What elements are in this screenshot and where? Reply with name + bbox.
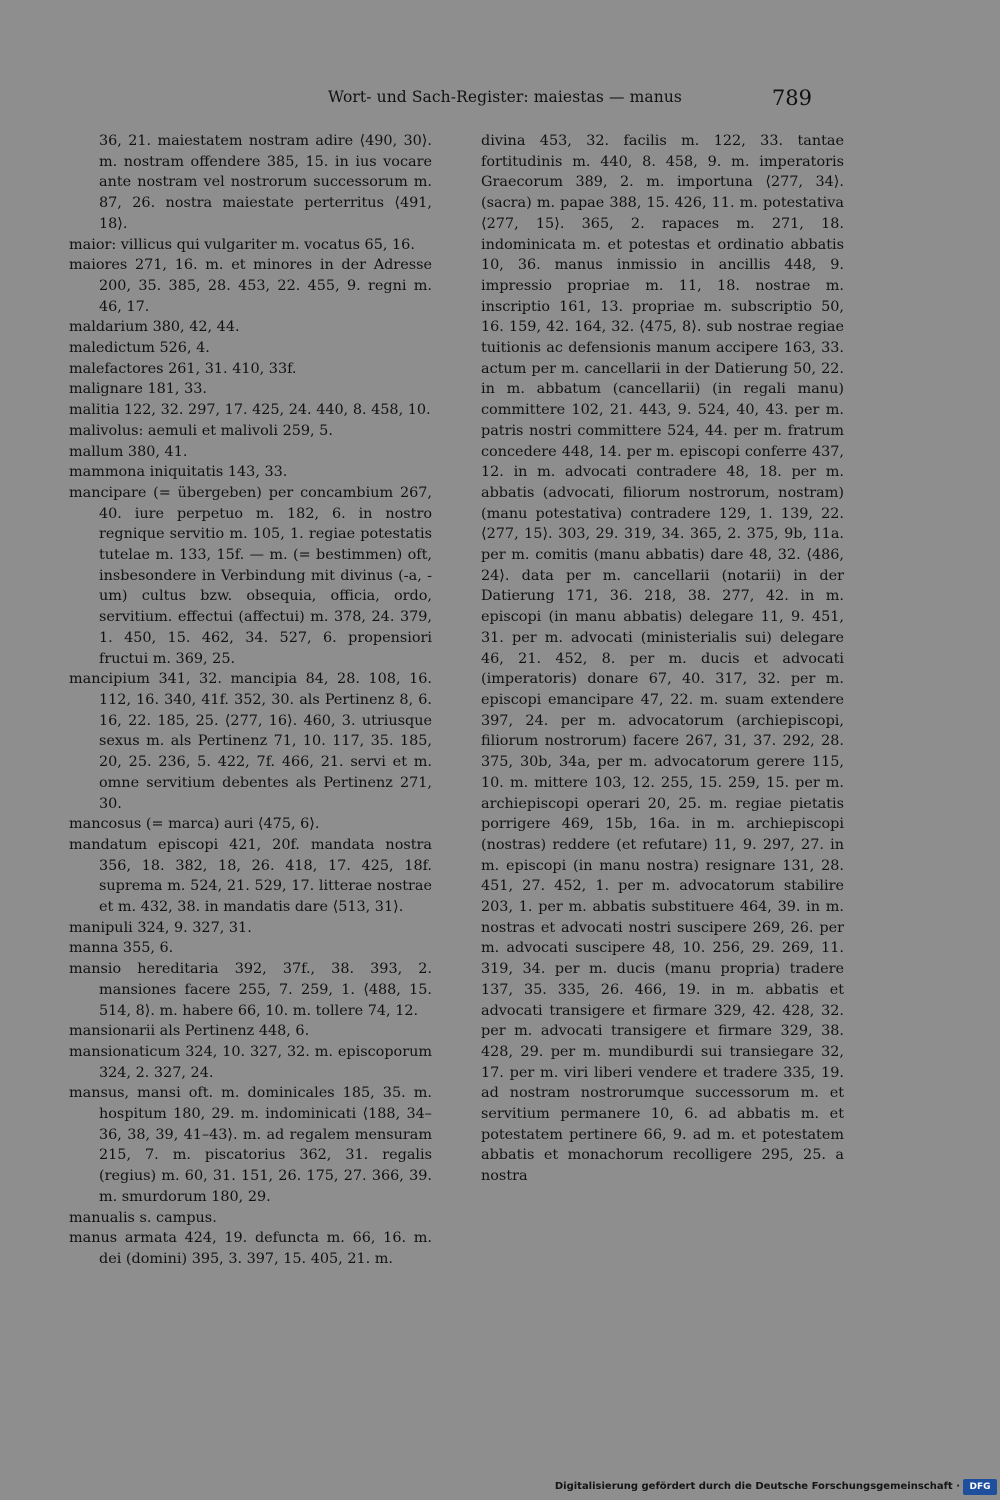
register-entry: manna 355, 6. bbox=[69, 940, 174, 957]
register-entry: 36, 21. maiestatem nostram adire ⟨490, 30⟩. m. nostram offendere 385, 15. in ius vocare ante nostram vel nostrorum successorum m. 87, 26. nostra maiestate perterritus ⟨491, 18⟩. bbox=[99, 133, 432, 232]
register-entry: maiores 271, 16. m. et minores in der Adresse 200, 35. 385, 28. 453, 22. 455, 9. regni m. 46, 17. bbox=[69, 257, 432, 315]
register-entry: manus armata 424, 19. defuncta m. 66, 16. m. dei (domini) 395, 3. 397, 15. 405, 21. m. bbox=[69, 1230, 432, 1267]
register-entry: mancosus (= marca) auri ⟨475, 6⟩. bbox=[69, 816, 320, 833]
register-entry: maior: villicus qui vulgariter m. vocatus 65, 16. bbox=[69, 236, 415, 253]
register-entry: mansus, mansi oft. m. dominicales 185, 35. m. hospitum 180, 29. m. indominicati ⟨188, 34–36, 38, 39, 41–43⟩. m. ad regalem mensuram 215, 7. m. piscatorius 362, 31. regalis (regius) m. 60, 31. 151, 26. 175, 27. 366, 39. m. smurdorum 180, 29. bbox=[69, 1085, 432, 1205]
register-entry: maledictum 526, 4. bbox=[69, 340, 210, 357]
register-entry: malivolus: aemuli et malivoli 259, 5. bbox=[69, 422, 333, 439]
register-entry: mansionarii als Pertinenz 448, 6. bbox=[69, 1023, 310, 1040]
register-entry: malitia 122, 32. 297, 17. 425, 24. 440, 8. 458, 10. bbox=[69, 402, 431, 419]
page-number: 789 bbox=[771, 86, 812, 110]
footer-credit: Digitalisierung gefördert durch die Deutsche Forschungsgemeinschaft · bbox=[554, 1481, 960, 1492]
register-entry: mansio hereditaria 392, 37f., 38. 393, 2. mansiones facere 255, 7. 259, 1. ⟨488, 15. 514, 8⟩. m. habere 66, 10. m. tollere 74, 12. bbox=[69, 961, 432, 1019]
register-entry: maldarium 380, 42, 44. bbox=[69, 319, 240, 336]
register-entry: malefactores 261, 31. 410, 33f. bbox=[69, 360, 297, 377]
register-entry: manipuli 324, 9. 327, 31. bbox=[69, 919, 252, 936]
dfg-logo: DFG bbox=[963, 1479, 997, 1495]
left-column bbox=[69, 131, 432, 1270]
running-head: Wort- und Sach-Register: maiestas — manus bbox=[328, 88, 682, 106]
register-entry: divina 453, 32. facilis m. 122, 33. tantae fortitudinis m. 440, 8. 458, 9. m. imperatoris Graecorum 389, 2. m. importuna ⟨277, 34⟩. (sacra) m. papae 388, 15. 426, 11. m. potestativa ⟨277, 15⟩. 365, 2. rapaces m. 271, 18. indominicata m. et potestas et ordinatio abbatis 10, 36. manus inmissio in ancillis 448, 9. impressio propriae m. 11, 18. nostrae m. inscriptio 161, 13. propriae m. subscriptio 50, 16. 159, 42. 164, 32. ⟨475, 8⟩. sub nostrae regiae tuitionis ac defensionis manum accipere 163, 33. actum per m. cancellarii in der Datierung 50, 22. in m. abbatum (cancellarii) (in regali manu) committere 102, 21. 443, 9. 524, 40, 43. per m. patris nostri committere 524, 44. per m. fratrum concedere 448, 14. per m. episcopi conferre 437, 12. in m. advocati contradere 48, 18. per m. abbatis (advocati, filiorum nostrorum, nostram) (manu potestativa) contradere 129, 1. 139, 22. ⟨277, 15⟩. 303, 29. 319, 34. 365, 2. 375, 9b, 11a. per m. comitis (manu abbatis) dare 48, 32. ⟨486, 24⟩. data per m. cancellarii (notarii) in der Datierung 171, 36. 218, 38. 277, 42. in m. episcopi (in manu abbatis) delegare 11, 9. 451, 31. per m. advocati (ministerialis sui) delegare 46, 21. 452, 8. per m. ducis et advocati (imperatoris) donare 67, 40. 317, 32. per m. episcopi emancipare 47, 22. m. suam extendere 397, 24. per m. advocatorum (archiepiscopi, filiorum nostrorum) facere 267, 31, 37. 292, 28. 375, 30b, 34a, per m. advocatorum gerere 115, 10. m. mittere 103, 12. 255, 15. 259, 15. per m. archiepiscopi operari 20, 25. m. regiae pietatis porrigere 469, 15b, 16a. in m. archiepiscopi (nostras) reddere (et refutare) 11, 9. 297, 27. in m. episcopi (in manu nostra) resignare 131, 28. 451, 27. 452, 1. per m. advocatorum stabilire 203, 1. per m. abbatis substituere 464, 39. in m. nostras et advocati nostri suscipere 269, 26. per m. advocati suscipere 48, 10. 256, 29. 269, 11. 319, 34. per m. ducis (manu propria) tradere 137, 35. 335, 26. 466, 19. in m. abbatis et advocati transigere et firmare 329, 42. 428, 32. per m. advocati transigere et firmare 329, 38. 428, 29. per m. mundiburdi sui transiegare 32, 17. per m. viri liberi vendere et tradere 335, 19. ad nostram nostrorumque successorum m. et servitium permanere 10, 6. ad abbatis m. et potestatem pertinere 66, 9. ad m. et potestatem abbatis et monachorum recolligere 295, 25. a nostra bbox=[481, 133, 844, 1185]
register-entry: mandatum episcopi 421, 20f. mandata nostra 356, 18. 382, 18, 26. 418, 17. 425, 18f. suprema m. 524, 21. 529, 17. litterae nostrae et m. 432, 38. in mandatis dare ⟨513, 31⟩. bbox=[69, 836, 432, 916]
footer bbox=[0, 1477, 1000, 1500]
register-entry: manualis s. campus. bbox=[69, 1209, 217, 1226]
register-entry: mammona iniquitatis 143, 33. bbox=[69, 464, 288, 481]
register-entry: mansionaticum 324, 10. 327, 32. m. episcoporum 324, 2. 327, 24. bbox=[69, 1043, 432, 1081]
register-entry: malignare 181, 33. bbox=[69, 381, 207, 398]
register-entry: mallum 380, 41. bbox=[69, 443, 188, 460]
page-header bbox=[72, 86, 814, 114]
right-column bbox=[481, 131, 844, 1187]
register-entry: mancipare (= übergeben) per concambium 267, 40. iure perpetuo m. 182, 6. in nostro regnique servitio m. 105, 1. regiae potestatis tutelae m. 133, 15f. — m. (= bestimmen) oft, insbesondere in Verbindung mit divinus (-a, -um) cultus bzw. obsequia, officia, ordo, servitium. effectui (affectui) m. 378, 24. 379, 1. 450, 15. 462, 34. 527, 6. propensiori fructui m. 369, 25. bbox=[69, 484, 432, 667]
register-entry: mancipium 341, 32. mancipia 84, 28. 108, 16. 112, 16. 340, 41f. 352, 30. als Pertinenz 8, 6. 16, 22. 185, 25. ⟨277, 16⟩. 460, 3. utriusque sexus m. als Pertinenz 71, 10. 117, 35. 185, 20, 25. 236, 5. 422, 7f. 466, 21. servi et m. omne servitium debentes als Pertinenz 271, 30. bbox=[69, 671, 432, 812]
